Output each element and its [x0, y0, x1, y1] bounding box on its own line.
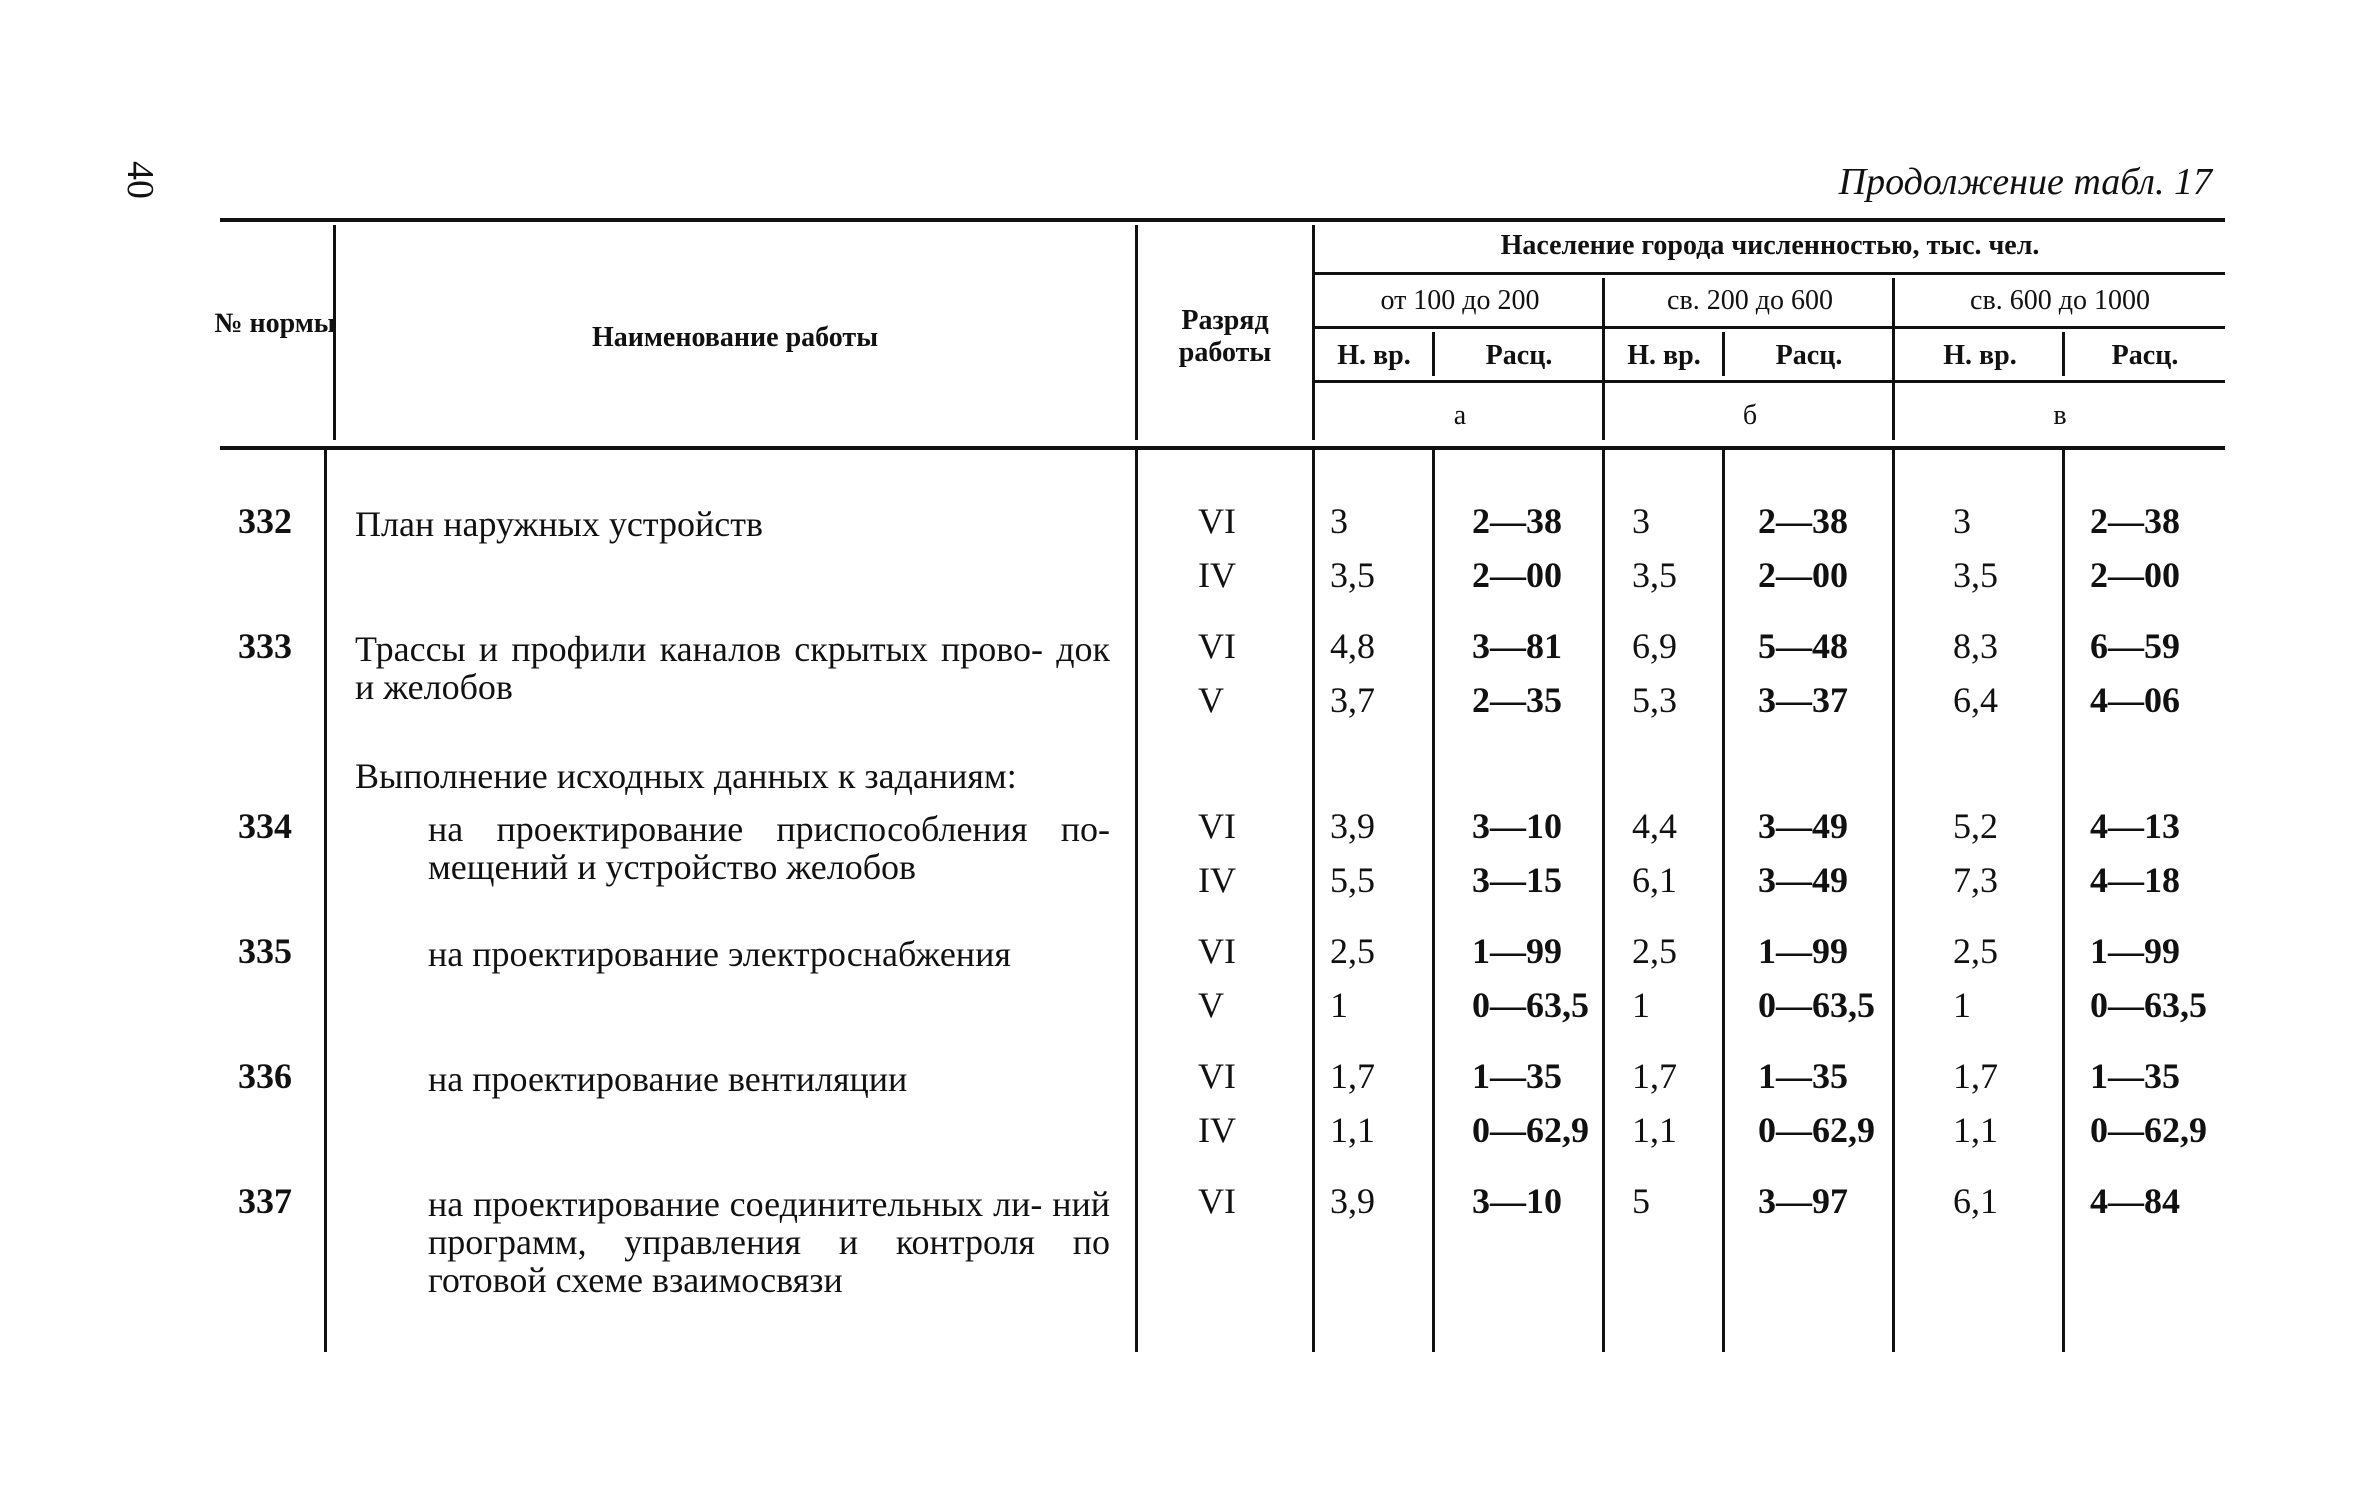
rate-value: 4—18 [2090, 860, 2180, 900]
header-rule-ranges [1315, 326, 2225, 329]
rate-value: 6—59 [2090, 626, 2180, 666]
norm-number: 336 [238, 1056, 292, 1096]
rate-value: 2—38 [2090, 501, 2180, 541]
header-population: Население города численностью, тыс. чел. [1500, 230, 2040, 261]
vline-header-name [1135, 225, 1138, 440]
vline-body-0 [324, 450, 327, 1352]
time-norm-value: 4,4 [1632, 806, 1677, 846]
work-grade: VI [1198, 501, 1236, 541]
table-top-rule [220, 218, 2225, 222]
work-grade: VI [1198, 931, 1236, 971]
norm-number: 333 [238, 626, 292, 666]
header-letter-c: в [2053, 400, 2067, 431]
header-range-a: от 100 до 200 [1380, 285, 1540, 316]
rate-value: 2—38 [1472, 501, 1562, 541]
header-rule-subcols [1315, 380, 2225, 383]
rate-value: 2—00 [2090, 555, 2180, 595]
time-norm-value: 3,5 [1632, 555, 1677, 595]
rate-value: 0—63,5 [2090, 985, 2207, 1025]
header-time-a: Н. вр. [1337, 340, 1411, 371]
rate-value: 3—81 [1472, 626, 1562, 666]
header-range-b: св. 200 до 600 [1667, 285, 1833, 316]
vline-body-7 [2062, 450, 2065, 1352]
vline-body-2 [1312, 450, 1315, 1352]
header-name: Наименование работы [591, 322, 879, 353]
rate-value: 1—35 [2090, 1056, 2180, 1096]
work-grade: VI [1198, 1056, 1236, 1096]
header-rule-population [1315, 272, 2225, 275]
table-continuation-title: Продолжение табл. 17 [1838, 161, 2212, 203]
norm-number: 335 [238, 931, 292, 971]
norm-number: 337 [238, 1181, 292, 1221]
time-norm-value: 2,5 [1330, 931, 1375, 971]
time-norm-value: 8,3 [1953, 626, 1998, 666]
time-norm-value: 3 [1330, 501, 1348, 541]
header-norm: № нормы [214, 308, 336, 339]
time-norm-value: 3,5 [1953, 555, 1998, 595]
time-norm-value: 6,9 [1632, 626, 1677, 666]
work-grade: VI [1198, 626, 1236, 666]
header-rate-b: Расц. [1775, 340, 1843, 371]
vline-body-3 [1432, 450, 1435, 1352]
vline-body-4 [1602, 450, 1605, 1352]
header-time-b: Н. вр. [1627, 340, 1701, 371]
rate-value: 0—63,5 [1758, 985, 1875, 1025]
time-norm-value: 5,3 [1632, 680, 1677, 720]
rate-value: 1—99 [1758, 931, 1848, 971]
time-norm-value: 3,9 [1330, 806, 1375, 846]
time-norm-value: 2,5 [1953, 931, 1998, 971]
work-grade: IV [1198, 860, 1236, 900]
rate-value: 4—13 [2090, 806, 2180, 846]
rate-value: 3—10 [1472, 1181, 1562, 1221]
rate-value: 2—00 [1472, 555, 1562, 595]
time-norm-value: 6,1 [1632, 860, 1677, 900]
header-bottom-rule [220, 446, 2225, 450]
rate-value: 0—62,9 [1472, 1110, 1589, 1150]
rate-value: 0—63,5 [1472, 985, 1589, 1025]
time-norm-value: 3 [1953, 501, 1971, 541]
header-grade: Разряд работы [1178, 305, 1272, 369]
time-norm-value: 1,7 [1330, 1056, 1375, 1096]
time-norm-value: 3 [1632, 501, 1650, 541]
time-norm-value: 5 [1632, 1181, 1650, 1221]
work-grade: V [1198, 680, 1224, 720]
header-time-c: Н. вр. [1943, 340, 2017, 371]
rate-value: 4—06 [2090, 680, 2180, 720]
header-rate-a: Расц. [1485, 340, 1553, 371]
rate-value: 3—49 [1758, 806, 1848, 846]
header-letter-b: б [1742, 400, 1758, 431]
rate-value: 1—99 [1472, 931, 1562, 971]
header-letter-a: а [1453, 400, 1467, 431]
norm-number: 334 [238, 806, 292, 846]
rate-value: 2—00 [1758, 555, 1848, 595]
work-grade: IV [1198, 555, 1236, 595]
header-range-c: св. 600 до 1000 [1970, 285, 2150, 316]
rate-value: 2—38 [1758, 501, 1848, 541]
time-norm-value: 1,1 [1632, 1110, 1677, 1150]
time-norm-value: 1 [1330, 985, 1348, 1025]
time-norm-value: 1,1 [1330, 1110, 1375, 1150]
rate-value: 3—37 [1758, 680, 1848, 720]
work-name: План наружных устройств [355, 504, 763, 544]
work-name: на проектирование приспособления по- мещений и устройство желобов [428, 809, 1110, 887]
time-norm-value: 3,9 [1330, 1181, 1375, 1221]
rate-value: 2—35 [1472, 680, 1562, 720]
rate-value: 3—10 [1472, 806, 1562, 846]
time-norm-value: 1,7 [1953, 1056, 1998, 1096]
time-norm-value: 3,5 [1330, 555, 1375, 595]
time-norm-value: 4,8 [1330, 626, 1375, 666]
group-title: Выполнение исходных данных к заданиям: [355, 756, 1017, 796]
rate-value: 1—99 [2090, 931, 2180, 971]
vline-body-6 [1892, 450, 1895, 1352]
work-name: на проектирование соединительных ли- ний программ, управления и контроля по готовой схеме взаимосвязи [428, 1184, 1110, 1300]
page-number: 40 [119, 161, 161, 199]
work-name: на проектирование вентиляции [428, 1059, 908, 1099]
vline-body-5 [1722, 450, 1725, 1352]
rate-value: 3—97 [1758, 1181, 1848, 1221]
rate-value: 0—62,9 [2090, 1110, 2207, 1150]
time-norm-value: 1,7 [1632, 1056, 1677, 1096]
rate-value: 4—84 [2090, 1181, 2180, 1221]
norm-number: 332 [238, 501, 292, 541]
time-norm-value: 6,4 [1953, 680, 1998, 720]
time-norm-value: 7,3 [1953, 860, 1998, 900]
time-norm-value: 1 [1632, 985, 1650, 1025]
work-grade: IV [1198, 1110, 1236, 1150]
rate-value: 1—35 [1758, 1056, 1848, 1096]
time-norm-value: 2,5 [1632, 931, 1677, 971]
work-grade: V [1198, 985, 1224, 1025]
vline-body-1 [1135, 450, 1138, 1352]
time-norm-value: 5,2 [1953, 806, 1998, 846]
work-name: Трассы и профили каналов скрытых прово- док и желобов [355, 629, 1110, 707]
rate-value: 5—48 [1758, 626, 1848, 666]
work-name: на проектирование электроснабжения [428, 934, 1011, 974]
rate-value: 3—49 [1758, 860, 1848, 900]
rate-value: 1—35 [1472, 1056, 1562, 1096]
rate-value: 0—62,9 [1758, 1110, 1875, 1150]
header-rate-c: Расц. [2111, 340, 2179, 371]
time-norm-value: 5,5 [1330, 860, 1375, 900]
time-norm-value: 1,1 [1953, 1110, 1998, 1150]
work-grade: VI [1198, 1181, 1236, 1221]
time-norm-value: 1 [1953, 985, 1971, 1025]
time-norm-value: 3,7 [1330, 680, 1375, 720]
rate-value: 3—15 [1472, 860, 1562, 900]
work-grade: VI [1198, 806, 1236, 846]
time-norm-value: 6,1 [1953, 1181, 1998, 1221]
